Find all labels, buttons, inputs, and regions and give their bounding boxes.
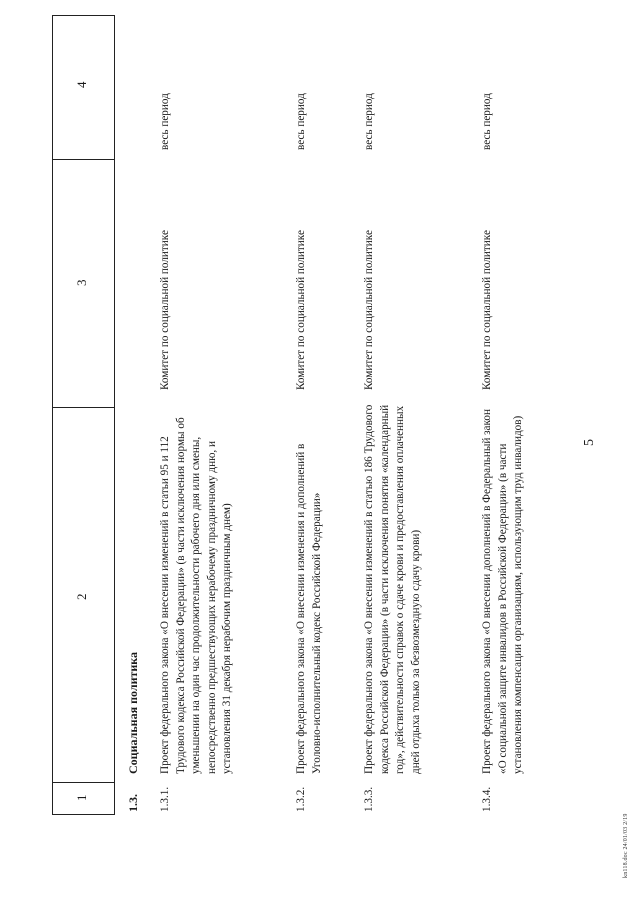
- row-period: весь период: [363, 93, 375, 150]
- row-period: весь период: [481, 93, 493, 150]
- row-description: Проект федерального закона «О внесении дополнений в Федеральный закон «О социальной защите инвалидов в Российской Федерации» (в части установления компенсации организациям, использующим труд инвалидов): [481, 409, 524, 774]
- footer-file-info: kn118.doc 24/01/03 2/19: [623, 813, 629, 878]
- row-description: Проект федерального закона «О внесении изменений в статьи 95 и 112 Трудового кодекса Российской Федерации» (в части исключения нормы об уменьшении на один час продолжительности рабочего дня или смены, непосредственно предшествующих нерабочему праздничному дню, и установления 31 декабря нерабочим праздничным днем): [159, 417, 233, 774]
- section-number: 1.3.: [126, 794, 140, 812]
- header-bottom-border: [114, 15, 115, 815]
- column-number-4: 4: [74, 81, 89, 88]
- row-period: весь период: [295, 93, 307, 150]
- column-number-2: 2: [74, 593, 89, 600]
- row-number: 1.3.4.: [481, 786, 493, 812]
- page-number: 5: [582, 439, 597, 446]
- column-number-1: 1: [74, 794, 89, 801]
- header-right-border: [52, 15, 114, 16]
- header-divider-3-4: [52, 159, 114, 160]
- row-number: 1.3.1.: [159, 786, 171, 812]
- header-divider-2-3: [52, 407, 114, 408]
- header-top-border: [52, 15, 53, 815]
- row-description: Проект федерального закона «О внесении изменения и дополнений в Уголовно-исполнительный кодекс Российской Федерации»: [295, 443, 323, 774]
- row-committee: Комитет по социальной политике: [295, 230, 307, 390]
- row-period: весь период: [159, 93, 171, 150]
- column-number-3: 3: [74, 279, 89, 286]
- section-title: Социальная политика: [126, 651, 140, 774]
- row-number: 1.3.2.: [295, 786, 307, 812]
- row-description: Проект федерального закона «О внесении изменений в статью 186 Трудового кодекса Российской Федерации» (в части исключения понятия «календарный год», действительности справок о сдаче крови и предоставления оплаченных дней отдыха только за безвозмездную сдачу крови): [363, 404, 422, 774]
- row-committee: Комитет по социальной политике: [363, 230, 375, 390]
- row-committee: Комитет по социальной политике: [481, 230, 493, 390]
- row-committee: Комитет по социальной политике: [159, 230, 171, 390]
- header-left-border: [52, 814, 114, 815]
- header-divider-1-2: [52, 782, 114, 783]
- row-number: 1.3.3.: [363, 786, 375, 812]
